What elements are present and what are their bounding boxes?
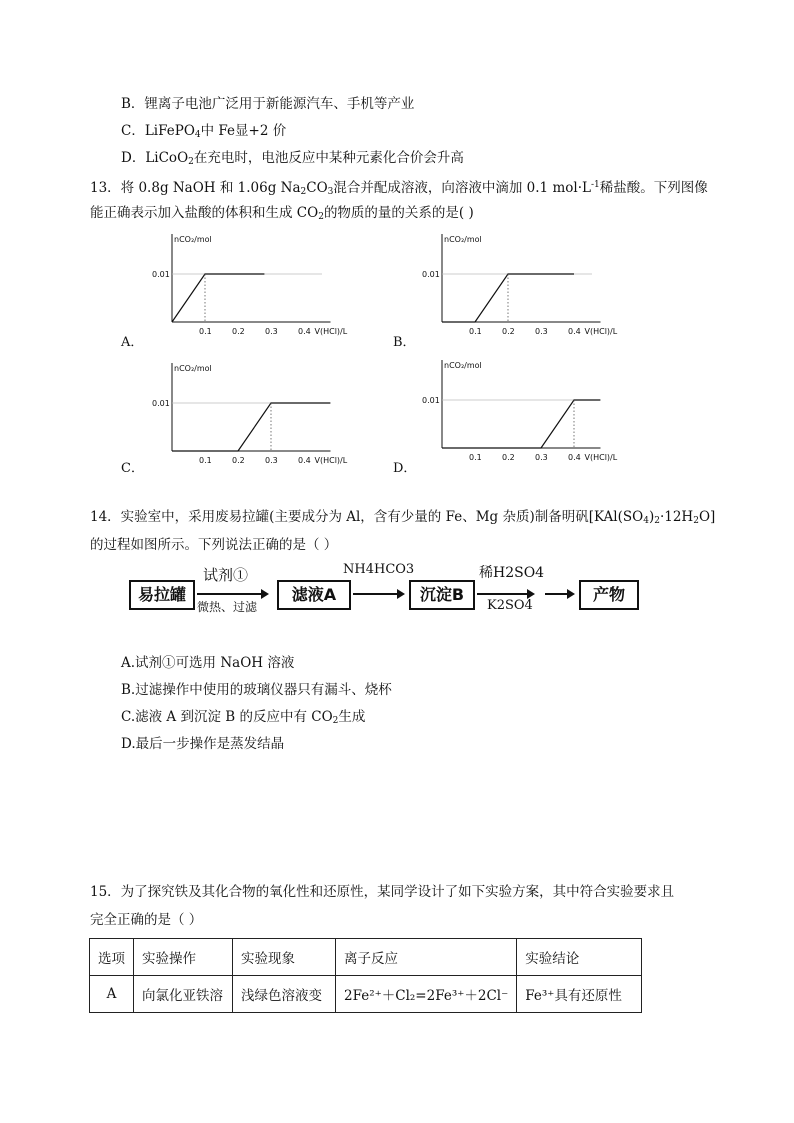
series-line [442, 400, 600, 448]
q13-stem-line2: 能正确表示加入盐酸的体积和生成 $CO_2$的物质的量的关系的是( ) [90, 205, 474, 222]
q12-option-b: B．锂离子电池广泛用于新能源汽车、手机等产业 [121, 96, 415, 112]
table-cell: 2Fe²⁺＋Cl₂=2Fe³⁺＋2Cl⁻ [336, 976, 517, 1013]
graph-d [420, 358, 660, 472]
x-tick-label: 0.4 [298, 327, 311, 336]
y-tick-label: 0.01 [422, 396, 440, 405]
graph-c [150, 361, 390, 475]
table-row [90, 976, 642, 1013]
q13-stem-line1: 13．将 0.8g NaOH 和 1.06g $Na_2CO_3$混合并配成溶液，向溶液中滴加 0.1 $mol\cdot L^{-1}$稀盐酸。下列图像 [90, 180, 708, 197]
x-axis-label: V(HCl)/L [584, 453, 618, 462]
flow-arrow-4 [545, 593, 573, 595]
x-tick-label: 0.1 [469, 453, 482, 462]
x-tick-label: 0.3 [265, 456, 278, 465]
flow-box-filtrate-a: 滤液A [277, 580, 351, 610]
table-cell: A [90, 976, 134, 1013]
q14-stem-line2: 的过程如图所示。下列说法正确的是（ ） [90, 537, 338, 553]
q14-option-a: A.试剂①可选用 NaOH 溶液 [121, 655, 295, 671]
q15-table [89, 938, 642, 1013]
x-tick-label: 0.3 [265, 327, 278, 336]
table-cell: 浅绿色溶液变 [233, 976, 336, 1013]
table-header-cell: 离子反应 [336, 939, 517, 976]
x-tick-label: 0.2 [232, 327, 245, 336]
x-tick-label: 0.2 [502, 327, 515, 336]
flow-box-precipitate-b: 沉淀B [409, 580, 475, 610]
x-tick-label: 0.4 [298, 456, 311, 465]
flow-arrow-2 [353, 593, 403, 595]
x-tick-label: 0.4 [568, 453, 581, 462]
x-axis-label: V(HCl)/L [314, 327, 348, 336]
x-tick-label: 0.2 [502, 453, 515, 462]
series-line [172, 274, 264, 322]
y-axis-label: nCO₂/mol [174, 364, 212, 373]
x-axis-label: V(HCl)/L [584, 327, 618, 336]
flow-box-can: 易拉罐 [129, 580, 195, 610]
q12-option-c: C．LiFePO$_4$中 Fe显+2 价 [121, 123, 287, 140]
graph-letter-d[interactable]: D． [393, 461, 417, 476]
process-flow-diagram [121, 562, 641, 624]
q15-stem-line1: 15．为了探究铁及其化合物的氧化性和还原性，某同学设计了如下实验方案，其中符合实验要求且 [90, 884, 675, 900]
table-header-cell: 实验操作 [134, 939, 233, 976]
graph-b [420, 232, 660, 346]
y-tick-label: 0.01 [152, 399, 170, 408]
x-tick-label: 0.3 [535, 327, 548, 336]
table-header-row [90, 939, 642, 976]
x-tick-label: 0.3 [535, 453, 548, 462]
y-axis-label: nCO₂/mol [444, 235, 482, 244]
y-tick-label: 0.01 [422, 270, 440, 279]
flow-arrow-3 [477, 593, 533, 595]
q14-stem-line1: 14．实验室中，采用废易拉罐(主要成分为 Al，含有少量的 Fe、Mg 杂质)制备明矾$[KAl(SO_4)_2\cdot 12H_2O]$ [90, 509, 716, 526]
x-axis-label: V(HCl)/L [314, 456, 348, 465]
table-header-cell: 实验现象 [233, 939, 336, 976]
x-tick-label: 0.1 [199, 456, 212, 465]
q14-option-b: B.过滤操作中使用的玻璃仪器只有漏斗、烧杯 [121, 682, 392, 698]
graph-letter-a[interactable]: A． [121, 335, 144, 350]
series-line [172, 403, 330, 451]
flow-arrow-1 [197, 593, 267, 595]
x-tick-label: 0.1 [199, 327, 212, 336]
graph-letter-b[interactable]: B． [393, 335, 416, 350]
table-cell: Fe³⁺具有还原性 [517, 976, 642, 1013]
flow-k2so4-label: K2SO4 [487, 598, 533, 613]
q14-option-d: D.最后一步操作是蒸发结晶 [121, 736, 285, 752]
graph-letter-c[interactable]: C． [121, 461, 144, 476]
x-tick-label: 0.1 [469, 327, 482, 336]
flow-box-product: 产物 [579, 580, 639, 610]
flow-reagent-label: 试剂① [203, 566, 249, 584]
y-axis-label: nCO₂/mol [174, 235, 212, 244]
q15-stem-line2: 完全正确的是（ ） [90, 912, 203, 928]
flow-condition-label: 微热、过滤 [197, 600, 258, 614]
q12-option-d: D．LiCoO$_2$在充电时，电池反应中某种元素化合价会升高 [121, 150, 464, 167]
flow-nh4hco3-label: NH4HCO3 [343, 562, 415, 577]
y-axis-label: nCO₂/mol [444, 361, 482, 370]
table-cell: 向氯化亚铁溶 [134, 976, 233, 1013]
graph-a [150, 232, 390, 346]
y-tick-label: 0.01 [152, 270, 170, 279]
flow-h2so4-label: 稀H2SO4 [479, 565, 545, 581]
x-tick-label: 0.2 [232, 456, 245, 465]
table-header-cell: 选项 [90, 939, 134, 976]
table-header-cell: 实验结论 [517, 939, 642, 976]
q14-option-c: C.滤液 A 到沉淀 B 的反应中有 $CO_2$生成 [121, 709, 366, 726]
x-tick-label: 0.4 [568, 327, 581, 336]
